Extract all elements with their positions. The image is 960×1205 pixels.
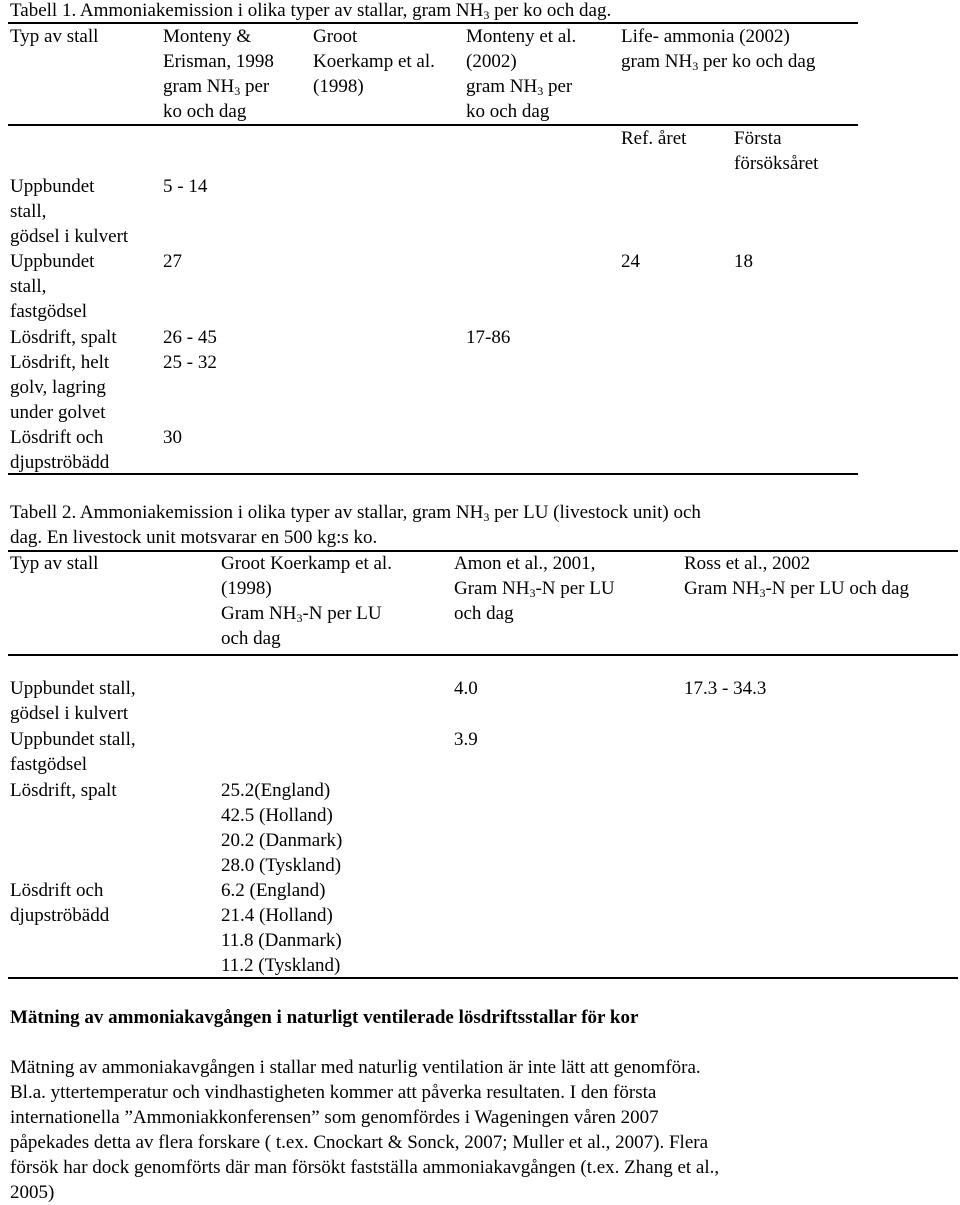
t1-cell: 18 (734, 251, 753, 272)
t1-header-first-year: Första försöksåret (734, 128, 819, 174)
t1-header-monteny1998: Monteny & Erisman, 1998 gram $NH_3$ per ko och dag (163, 26, 274, 122)
sub-line: Gram $NH_3-N$ per LU (454, 578, 615, 600)
t1-cell: 27 (163, 251, 182, 272)
t2-cell: 6.2 (England) 21.4 (Holland) 11.8 (Danmark) 11.2 (Tyskland) (221, 880, 342, 976)
sub-line: gram $NH_3$ per (163, 76, 270, 98)
table2-caption: Tabell 2. Ammoniakemission i olika typer av stallar, gram $NH_3$ per LU (livestock unit) och (10, 502, 701, 524)
t1-cell: 30 (163, 427, 182, 448)
t1-cell: 24 (621, 251, 640, 272)
t2-cell: 17.3 - 34.3 (684, 678, 767, 699)
t2-header-type: Typ av stall (10, 553, 99, 574)
table2-bottom-rule (8, 977, 958, 979)
t1-header-monteny2002: Monteny et al. (2002) gram $NH_3$ per ko och dag (466, 26, 577, 122)
sub-line: gram $NH_3$ per (466, 76, 573, 98)
section-paragraph: Mätning av ammoniakavgången i stallar med naturlig ventilation är inte lätt att genomföra. Bl.a. yttertemperatur och vindhastigheten kommer att påverka resultaten. I den första internationella ”Ammoniakkonferensen” som genomfördes i Wageningen våren 2007 påpekades detta av flera forskare ( t.ex. Cnockart & Sonck, 2007; Muller et al., 2007). Flera försök har dock genomförts där man försökt fastställa ammoniakavgången (t.ex. Zhang et al., 2005) (10, 1057, 720, 1203)
t1-row-type: Lösdrift och djupströbädd (10, 427, 110, 473)
t2-cell: 4.0 (454, 678, 478, 699)
t2-header-ross: Ross et al., 2002 Gram $NH_3-N$ per LU och dag (684, 553, 909, 600)
sub-line: gram $NH_3$ per ko och dag (621, 51, 816, 73)
t1-row-type: Uppbundet stall, gödsel i kulvert (10, 176, 129, 247)
t2-row-type: Uppbundet stall, fastgödsel (10, 729, 136, 775)
sub-line: Gram $NH_3-N$ per LU (221, 603, 382, 625)
table2-header-rule (8, 654, 958, 656)
t2-row-type: Lösdrift, spalt (10, 780, 117, 801)
table1-caption: Tabell 1. Ammoniakemission i olika typer av stallar, gram $NH_3$ per ko och dag. (10, 0, 612, 22)
t1-cell: 5 - 14 (163, 176, 208, 197)
t1-row-type: Uppbundet stall, fastgödsel (10, 251, 95, 322)
table2-caption-line2: dag. En livestock unit motsvarar en 500 kg:s ko. (10, 527, 378, 548)
t1-header-groot: Groot Koerkamp et al. (1998) (313, 26, 435, 97)
sub-line: Gram $NH_3-N$ per LU och dag (684, 578, 909, 600)
t2-cell: 25.2(England) 42.5 (Holland) 20.2 (Danmark) 28.0 (Tyskland) (221, 780, 343, 876)
t2-header-groot: Groot Koerkamp et al. (1998) Gram $NH_3-N$ per LU och dag (221, 553, 392, 649)
t1-header-ref-year: Ref. året (621, 128, 687, 149)
section-heading: Mätning av ammoniakavgången i naturligt ventilerade lösdriftsstallar för kor (10, 1007, 639, 1028)
t1-row-type: Lösdrift, spalt (10, 327, 117, 348)
t1-header-type: Typ av stall (10, 26, 99, 47)
t1-cell: 25 - 32 (163, 352, 217, 373)
table1-bottom-rule (8, 473, 858, 475)
t1-cell: 17-86 (466, 327, 511, 348)
table1-header-rule (8, 124, 858, 126)
t2-row-type: Uppbundet stall, gödsel i kulvert (10, 678, 136, 724)
t2-header-amon: Amon et al., 2001, Gram $NH_3-N$ per LU och dag (454, 553, 615, 624)
t1-row-type: Lösdrift, helt golv, lagring under golvet (10, 352, 110, 423)
t1-header-life: Life- ammonia (2002) gram $NH_3$ per ko och dag (621, 26, 816, 73)
t2-cell: 3.9 (454, 729, 478, 750)
t2-row-type: Lösdrift och djupströbädd (10, 880, 110, 926)
t1-cell: 26 - 45 (163, 327, 217, 348)
